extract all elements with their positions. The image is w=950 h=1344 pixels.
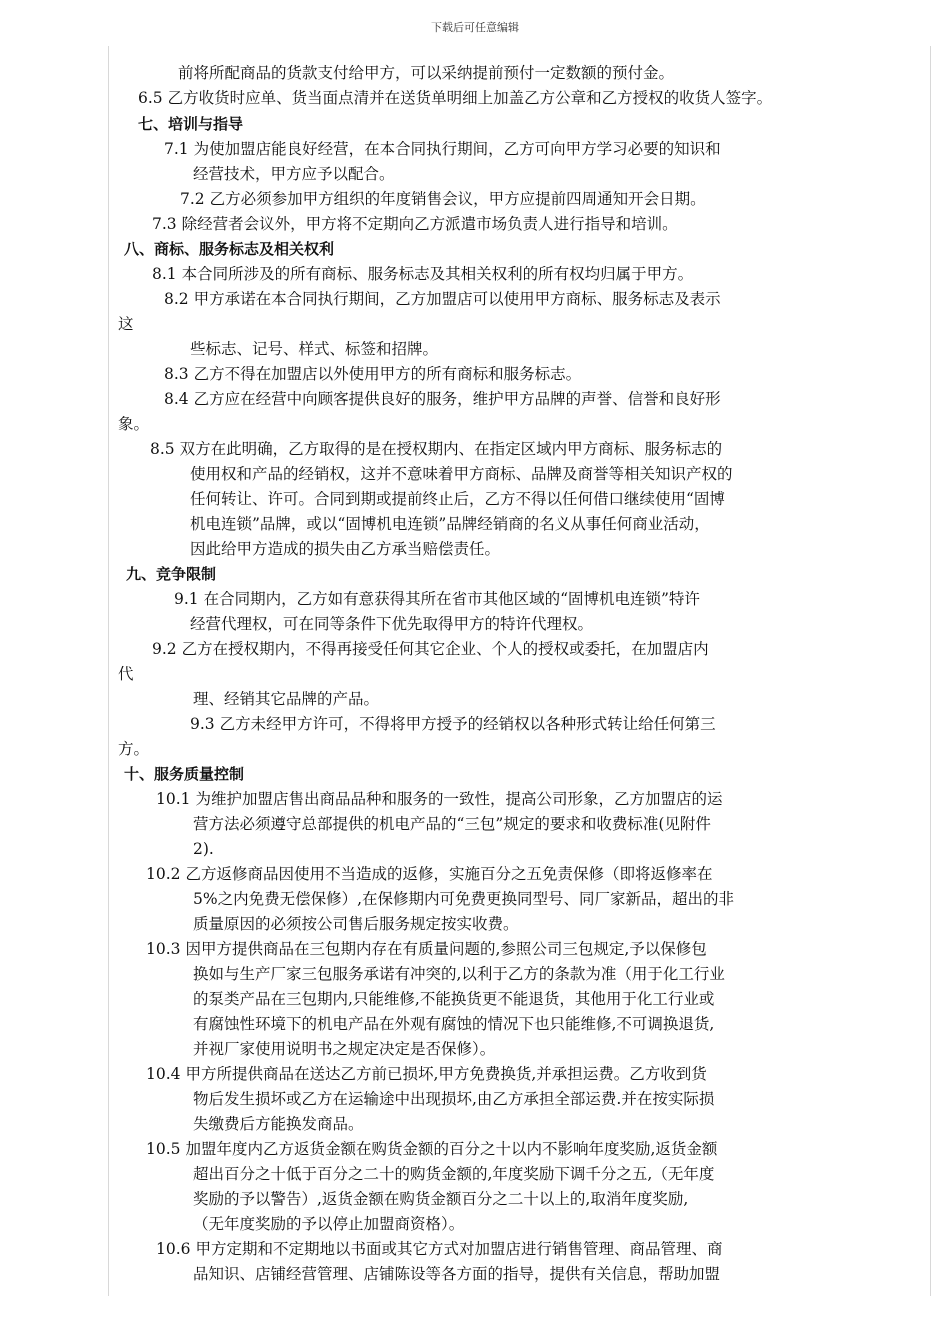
text-line: 品知识、店铺经营管理、店铺陈设等各方面的指导，提供有关信息，帮助加盟 — [193, 1265, 721, 1283]
text-line: 象。 — [118, 415, 150, 433]
text-line: 理、经销其它品牌的产品。 — [193, 690, 380, 708]
text-line: 物后发生损坏或乙方在运输途中出现损坏,由乙方承担全部运费.并在按实际损 — [193, 1090, 715, 1108]
text-line: 5%之内免费无偿保修）,在保修期内可免费更换同型号、同厂家新品，超出的非 — [193, 890, 735, 908]
section-heading-7: 七、培训与指导 — [138, 115, 244, 133]
clause-7-3: 7.3 除经营者会议外，甲方将不定期向乙方派遣市场负责人进行指导和培训。 — [152, 215, 678, 233]
clause-10-6: 10.6 甲方定期和不定期地以书面或其它方式对加盟店进行销售管理、商品管理、商 — [156, 1240, 723, 1258]
clause-8-5: 8.5 双方在此明确，乙方取得的是在授权期内、在指定区域内甲方商标、服务标志的 — [150, 440, 723, 458]
right-margin-rule — [930, 46, 931, 1296]
text-line: 失缴费后方能换发商品。 — [193, 1115, 364, 1133]
clause-10-1: 10.1 为维护加盟店售出商品品种和服务的一致性，提高公司形象，乙方加盟店的运 — [156, 790, 723, 808]
text-line: 超出百分之十低于百分之二十的购货金额的,年度奖励下调千分之五,（无年度 — [193, 1165, 715, 1183]
clause-6-5: 6.5 乙方收货时应单、货当面点清并在送货单明细上加盖乙方公章和乙方授权的收货人签字。 — [138, 89, 773, 107]
text-line: （无年度奖励的予以停止加盟商资格）。 — [193, 1215, 465, 1233]
clause-8-3: 8.3 乙方不得在加盟店以外使用甲方的所有商标和服务标志。 — [164, 365, 582, 383]
text-line: 机电连锁”品牌，或以“固博机电连锁”品牌经销商的名义从事任何商业活动， — [190, 515, 710, 533]
text-line: 的泵类产品在三包期内,只能维修,不能换货更不能退货，其他用于化工行业或 — [193, 990, 715, 1008]
clause-10-4: 10.4 甲方所提供商品在送达乙方前已损坏,甲方免费换货,并承担运费。乙方收到货 — [146, 1065, 707, 1083]
text-line: 2). — [193, 840, 214, 858]
section-heading-9: 九、竞争限制 — [126, 565, 217, 583]
text-line: 质量原因的必须按公司售后服务规定按实收费。 — [193, 915, 519, 933]
text-line: 营方法必须遵守总部提供的机电产品的“三包”规定的要求和收费标准(见附件 — [193, 815, 711, 833]
text-line: 代 — [118, 665, 134, 683]
clause-7-2: 7.2 乙方必须参加甲方组织的年度销售会议，甲方应提前四周通知开会日期。 — [180, 190, 706, 208]
text-line: 因此给甲方造成的损失由乙方承当赔偿责任。 — [190, 540, 501, 558]
clause-10-2: 10.2 乙方返修商品因使用不当造成的返修，实施百分之五免责保修（即将返修率在 — [146, 865, 713, 883]
clause-9-3: 9.3 乙方未经甲方许可，不得将甲方授予的经销权以各种形式转让给任何第三 — [190, 715, 716, 733]
clause-8-1: 8.1 本合同所涉及的所有商标、服务标志及其相关权利的所有权均归属于甲方。 — [152, 265, 694, 283]
left-margin-rule — [108, 46, 109, 1296]
clause-7-1: 7.1 为使加盟店能良好经营，在本合同执行期间，乙方可向甲方学习必要的知识和 — [164, 140, 721, 158]
section-heading-8: 八、商标、服务标志及相关权利 — [124, 240, 335, 258]
clause-10-3: 10.3 因甲方提供商品在三包期内存在有质量问题的,参照公司三包规定,予以保修包 — [146, 940, 707, 958]
page-header: 下载后可任意编辑 — [431, 21, 519, 34]
text-line: 换如与生产厂家三包服务承诺有冲突的,以利于乙方的条款为准（用于化工行业 — [193, 965, 725, 983]
text-line: 任何转让、许可。合同到期或提前终止后，乙方不得以任何借口继续使用“固博 — [190, 490, 725, 508]
text-line: 方。 — [118, 740, 150, 758]
text-line: 并视厂家使用说明书之规定决定是否保修）。 — [193, 1040, 496, 1058]
text-line: 些标志、记号、样式、标签和招牌。 — [190, 340, 439, 358]
text-line: 经营代理权，可在同等条件下优先取得甲方的特许代理权。 — [190, 615, 594, 633]
text-line: 奖励的予以警告）,返货金额在购货金额百分之二十以上的,取消年度奖励, — [193, 1190, 689, 1208]
text-line: 这 — [118, 315, 134, 333]
clause-9-2: 9.2 乙方在授权期内，不得再接受任何其它企业、个人的授权或委托，在加盟店内 — [152, 640, 709, 658]
text-line: 使用权和产品的经销权，这并不意味着甲方商标、品牌及商誉等相关知识产权的 — [190, 465, 733, 483]
clause-8-2: 8.2 甲方承诺在本合同执行期间，乙方加盟店可以使用甲方商标、服务标志及表示 — [164, 290, 721, 308]
text-line: 前将所配商品的货款支付给甲方，可以采纳提前预付一定数额的预付金。 — [178, 64, 675, 82]
section-heading-10: 十、服务质量控制 — [124, 765, 245, 783]
clause-9-1: 9.1 在合同期内，乙方如有意获得其所在省市其他区域的“固博机电连锁”特许 — [174, 590, 700, 608]
clause-8-4: 8.4 乙方应在经营中向顾客提供良好的服务，维护甲方品牌的声誉、信誉和良好形 — [164, 390, 721, 408]
text-line: 有腐蚀性环境下的机电产品在外观有腐蚀的情况下也只能维修,不可调换退货, — [193, 1015, 715, 1033]
text-line: 经营技术，甲方应予以配合。 — [193, 165, 395, 183]
clause-10-5: 10.5 加盟年度内乙方返货金额在购货金额的百分之十以内不影响年度奖励,返货金额 — [146, 1140, 718, 1158]
